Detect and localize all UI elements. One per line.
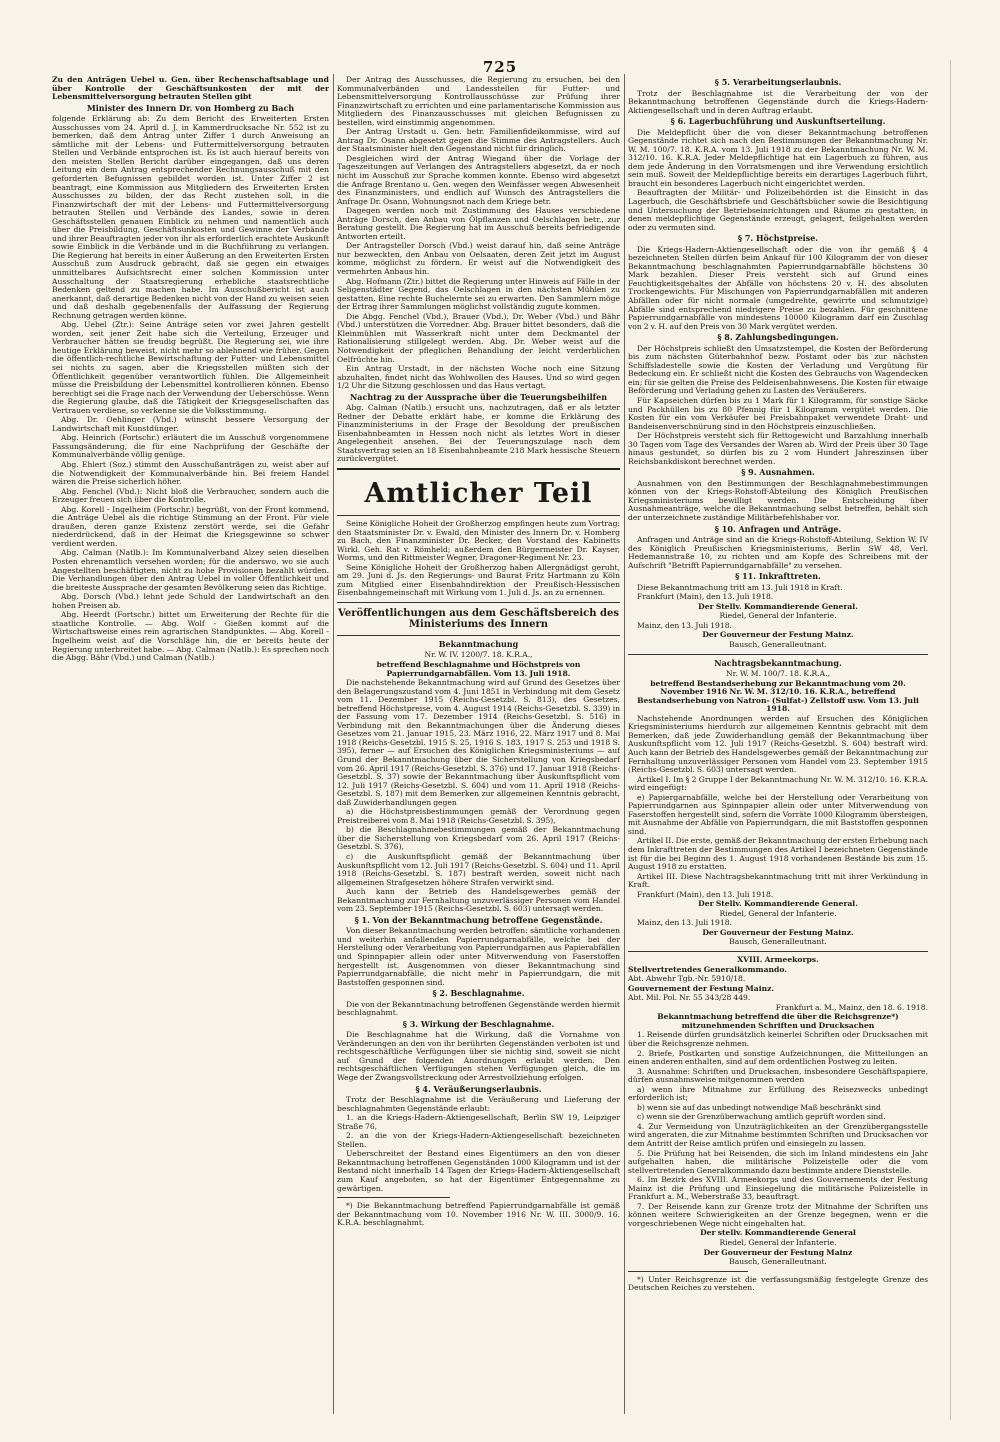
paragraph: Der Höchstpreis versteht sich für Rettogewicht und Barzahlung innerhalb 30 Tagen vom Tage des Versandes der Waren ab. Wird der Preis über 30 Tage hinaus gestundet, so dürfen bis zu 2 vom Hundert Jahreszinsen über Reichsbankdiskont berechnet werden. [628, 431, 928, 466]
list-item: 1. an die Kriegs-Hadern-Aktiengesellschaft, Berlin SW 19, Leipziger Straße 76, [337, 1113, 620, 1131]
section-heading: Nachtrag zu der Aussprache über die Teuerungsbeihilfen [349, 391, 608, 402]
paragraph: Für Kapseichen dürfen bis zu 1 Mark für 1 Kilogramm, für sonstige Säcke und Packhüllen bis zu 80 Pfennig für 1 Kilogramm vergütet werden. Die Kosten für ein vom Verkäufer bei Preisbahnpaket verwendete Draht- und Bandeisenverschnürung sind in den Höchstpreis einzuschließen. [628, 395, 928, 431]
paragraph: Von dieser Bekanntmachung werden betroffen: sämtliche vorhandenen und weiterhin anfallenden Papierrundgarnabfälle, welche bei der Herstellung oder Verarbeitung von Papierrundgarnen aus Papierabfällen und Spinnpapier allein oder unter Mitverwendung von Faserstoffen hergestellt ist. Ausgenommen von dieser Bekanntmachung sind Papierrundgarnabfälle, die nicht mehr in Papierrundgarn, die mit Baststoffen gesponnen sind. [337, 926, 620, 987]
ministry-heading: Veröffentlichungen aus dem Geschäftsbereich des Ministeriums des Innern [337, 607, 619, 631]
signature-title: Der Stellv. Kommandierende General. [698, 601, 858, 611]
paragraph: Abg. Dr. Oehlinger (Vbd.) wünscht bessere Versorgung der Landwirtschaft mit Kunstdünger. [52, 415, 329, 433]
column-right [628, 76, 928, 1426]
paragraph: Ein Antrag Urstadt, in der nächsten Woche noch eine Sitzung abzuhalten, findet nicht das Wohlwollen des Hauses. Und so wird gegen 1/2 Uhr die Sitzung geschlossen und das Haus vertagt. [337, 364, 620, 391]
dateline: Mainz, den 13. Juli 1918. [637, 620, 732, 630]
intro-paragraph: Zu den Anträgen Uebel u. Gen. über Rechenschaftsablage und über Kontrolle der Geschäftsunkosten der mit der Lebensmittelversorgung betrauten Stellen gibt [52, 76, 329, 102]
paragraph: Diese Bekanntmachung tritt am 13. Juli 1918 in Kraft. [637, 582, 843, 592]
paragraph: Abg. Ehlert (Soz.) stimmt den Ausschußanträgen zu, weist aber auf die Notwendigkeit der Kommunalverbände hin. Bei freiem Handel wären die Preise sicherlich höher. [52, 460, 329, 487]
paragraph: Die Beschlagnahme hat die Wirkung, daß die Vornahme von Veränderungen an den von ihr berührten Gegenständen verboten ist und rechtsgeschäftliche Verfügungen über sie nichtig sind, soweit sie nicht auf Grund der folgenden Anordnungen erlaubt werden. Den rechtsgeschäftlichen Verfügungen stehen Verfügungen gleich, die im Wege der Zwangsvollstreckung oder Arrestvollziehung erfolgen. [337, 1030, 620, 1082]
paragraph: Die Kriegs-Hadern-Aktiengesellschaft oder die von ihr gemäß § 4 bezeichneten Stellen dürfen beim Ankauf für 100 Kilogramm der von dieser Bekanntmachung beschlagnahmten Papierrundgarnabfälle höchstens 30 Mark bezahlen. Dieser Preis versteht sich auf Grund eines Feuchtigkeitsgehaltes der Abfälle von höchstens 20 v. H. des absoluten Trockengewichts. Für Mischungen von Papierrundgarnabfällen mit anderen Abfällen oder für nicht normale (umgedrehte, gewirrte und schmutzige) Abfälle sind entsprechend niedrigere Preise zu bezahlen. Für geschnittene Papierrundgarnabfälle von mindestens 10000 Kilogramm darf ein Zuschlag von 2 v. H. auf den Preis von 30 Mark vergütet werden. [628, 244, 928, 331]
paragraph-heading: § 6. Lagerbuchführung und Auskunftserteilung. [670, 116, 886, 127]
corps-ref: Abt. Abwehr Tgb.-Nr. 5910/18. [628, 974, 746, 984]
list-item: 4. Zur Vermeidung von Unzuträglichkeiten an der Grenzübergangsstelle wird angeraten, die zur Mitnahme bestimmten Schriften und Drucksachen vor dem Antritt der Reise amtlich prüfen und einsiegeln zu lassen. [628, 1121, 928, 1148]
corps-heading: XVIII. Armeekorps. [737, 955, 819, 965]
paragraph: Abg. Calman (Natlb.): Im Kommunalverband Alzey seien dieselben Posten ehrenamtlich versehen worden; für die anderswo, wo sie auch Angestellten beschäftigten, nicht zu hohe Provisionen bezahlt würden. Die Verhandlungen über den Antrag Uebel in voller Öffentlichkeit und die breiteste Aussprache der gesamten Bevölkerung seien das Richtige. [52, 548, 329, 592]
divider [628, 654, 928, 655]
list-item: 2. an die von der Kriegs-Hadern-Aktiengesellschaft bezeichneten Stellen. [337, 1131, 620, 1149]
paragraph-heading: § 7. Höchstpreise. [737, 233, 819, 244]
gouvernement-heading: Gouvernement der Festung Mainz. [628, 983, 775, 993]
paragraph: Trotz der Beschlagnahme ist die Verarbeitung der von der Bekanntmachung betroffenen Gegenstände durch die Kriegs-Hadern-Aktiengesellschaft und in deren Auftrag erlaubt. [628, 88, 928, 115]
page-number: 725 [482, 58, 518, 76]
divider [337, 635, 620, 636]
list-item: a) die Höchstpreisbestimmungen gemäß der Verordnung gegen Preistreiberei vom 8. Mai 1918 (Reichs-Gesetzbl. S. 395), [337, 807, 620, 825]
paragraph-heading: § 11. Inkrafttreten. [735, 571, 821, 582]
announcement-number: Nr. W. IV. 1200/7. 18. K.R.A., [424, 650, 533, 660]
paragraph-heading: § 5. Verarbeitungserlaubnis. [714, 77, 842, 87]
paragraph: Abg. Uebel (Ztr.): Seine Anträge seien vor zwei Jahren gestellt worden, seit jener Zeit habe sich die Verteilung, Erzeuger und Verbraucher hätten sie freudig begrüßt. Die Regierung sei, wie ihre heutige Erklärung beweist, nicht mehr so ablehnend wie früher. Gegen die öffentlich-rechtliche Bewirtschaftung der Futter- und Lebensmittel sei nichts zu sagen, aber die Kriegsstellen müßten sich der Öffentlichkeit gegenüber verantwortlich fühlen. Die Allgemeinheit müsse die Preisbildung der Lebensmittel kontrollieren können. Ebenso berechtigt sei die Frage nach der Verwendung der Ueberschüsse. Wenn die Regierung glaube, daß die Tätigkeit der Kriegsgesellschaften das Vertrauen verdiene, so verkenne sie die Volksstimmung. [52, 320, 329, 415]
paragraph: Abg. Dorsch (Vbd.) lehnt jede Schuld der Landwirtschaft an den hohen Preisen ab. [52, 592, 329, 610]
footnote: *) Die Bekanntmachung betreffend Papierrundgarnabfälle ist gemäß der Bekanntmachung vom 10. November 1916 Nr. W. III. 3000/9. 16. K.R.A. beschlagnahmt. [337, 1201, 620, 1228]
paragraph: Abg. Heinrich (Fortschr.) erläutert die im Ausschuß vorgenommene Fassungsänderung, die für eine Nachprüfung der Geschäfte der Kommunalverbände völlig genüge. [52, 433, 329, 460]
list-item: b) die Beschlagnahmebestimmungen gemäß der Bekanntmachung über die Sicherstellung von Kriegsbedarf vom 26. April 1917 (Reichs-Gesetzbl. S. 376), [337, 825, 620, 852]
dateline: Frankfurt (Main), den 13. Juli 1918. [637, 889, 774, 899]
list-item: c) die Auskunftspflicht gemäß der Bekanntmachung über Auskunftspflicht vom 12. Juli 1917 (Reichs-Gesetzbl. S. 604) und 11. April 1918 (Reichs-Gesetzbl. S. 187) bestraft werden, soweit nicht nach allgemeinen Strafgesetzen höhere Strafen verwirkt sind. [337, 852, 620, 887]
paragraph: Die Abgg. Fenchel (Vbd.), Brauer (Vbd.), Dr. Weber (Vbd.) und Bähr (Vbd.) unterstützen die Vorredner. Abg. Brauer bittet besonders, daß die Kleinmühlen mit Wasserkraft nicht unter dem Deckmantel der Rationalisierung stillgelegt werden. Abg. Dr. Weber weist auf die Notwendigkeit der pfleglichen Behandlung der leicht verderblichen Oelfrüchte hin. [337, 311, 620, 364]
paragraph: Seine Königliche Hoheit der Großherzog empfingen heute zum Vortrag: den Staatsminister Dr. v. Ewald, den Minister des Innern Dr. v. Homberg zu Bach, den Finanzminister Dr. Becker, den Vorstand des Kabinetts Wirkl. Geh. Rat v. Römheld; außerdem den Bürgermeister Dr. Kayser, Worms, und den Rittmeister Wegner, Dragoner-Regiment Nr. 23. [337, 519, 620, 563]
paragraph: Nachstehende Anordnungen werden auf Ersuchen des Königlichen Kriegsministeriums hierdurch zur allgemeinen Kenntnis gebracht mit dem Bemerken, daß jede Zuwiderhandlung gemäß der Bekanntmachung über Auskunftspflicht vom 12. Juli 1917 (Reichs-Gesetzbl. S. 604) bestraft wird. Auch kann der Betrieb des Handelsgewerbes gemäß der Bekanntmachung zur Fernhaltung unzuverlässiger Personen vom Handel vom 23. September 1915 (Reichs-Gesetzbl. S. 603) untersagt werden. [628, 713, 928, 775]
signature-name: Bausch, Generalleutnant. [729, 640, 827, 650]
list-item: 1. Reisende dürfen grundsätzlich keinerlei Schriften oder Drucksachen mit über die Reichsgrenze nehmen. [628, 1030, 928, 1048]
paragraph: e) Papiergarnabfälle, welche bei der Herstellung oder Verarbeitung von Papierrundgarnen aus Spinnpapier allein oder unter Mitverwendung von Faserstoffen hergestellt sind, sofern die Vorräte 1000 Kilogramm übersteigen, mit Ausnahme der Abfälle von Papierrundgarn, die mit Baststoffen gesponnen sind. [628, 792, 928, 836]
paragraph: Abg. Fenchel (Vbd.): Nicht bloß die Verbraucher, sondern auch die Erzeuger freuen sich über die Kontrolle. [52, 486, 329, 505]
paragraph: Der Antrag des Ausschusses, die Regierung zu ersuchen, bei den Kommunalverbänden und Landesstellen für Futter- und Lebensmittelversorgung Kontrollausschüsse zur Prüfung ihrer Finanzwirtschaft zu errichten und eine parlamentarische Kommission aus Mitgliedern des Finanzausschusses mit gleichen Befugnissen zu bestellen, wird einstimmig angenommen. [337, 76, 620, 127]
paragraph: Desgleichen wird der Antrag Wiegand über die Vorlage der Tageszeitungen auf Verlangen des Antragstellers abgesetzt, da er noch nicht im Ausschuß zur Sprache kommen konnte. Ebenso wird abgesetzt die Anfrage Brentano u. Gen. wegen den Weinfässer wegen Abwesenheit des Finanzministers, und endlich auf Wunsch des Antragstellers die Anfrage Dr. Osann, Wohnungsnot nach dem Kriege betr. [337, 153, 620, 206]
paragraph: Die Meldepflicht über die von dieser Bekanntmachung betroffenen Gegenstände richtet sich nach den Bestimmungen der Bekanntmachung Nr. W. M. 100/7. 18. K.R.A. vom 13. Juli 1918 zu der Bekanntmachung Nr. W. M. 312/10. 16. K.R.A. Jeder Meldepflichtige hat ein Lagerbuch zu führen, aus dem jede Änderung in den Vorratsmengen und ihre Verwendung ersichtlich sein muß. Soweit der Meldepflichtige bereits ein derartiges Lagerbuch führt, braucht ein besonderes Lagerbuch nicht eingerichtet werden. [628, 127, 928, 188]
announcement-subject: betreffend Beschlagnahme und Höchstpreis von Papierrundgarnabfällen. Vom 13. Juli 1918. [376, 659, 581, 678]
paragraph: Ueberschreitet der Bestand eines Eigentümers an den von dieser Bekanntmachung betroffenen Gegenständen 1000 Kilogramm und ist der Bestand nicht innerhalb 14 Tagen der Kriegs-Hadern-Aktiengesellschaft zum Kauf angeboten, so hat der Eigentümer Entgegennahme zu gewärtigen. [337, 1149, 620, 1193]
signature-name: Bausch, Generalleutnant. [729, 1257, 827, 1267]
paragraph-heading: § 2. Beschlagnahme. [432, 988, 525, 999]
list-item: a) wenn ihre Mitnahme zur Erfüllung des Reisezwecks unbedingt erforderlich ist; [628, 1084, 928, 1103]
speaker-heading: Minister des Innern Dr. von Homberg zu Bach [86, 102, 295, 113]
paragraph: Die von der Bekanntmachung betroffenen Gegenstände werden hiermit beschlagnahmt. [337, 999, 620, 1018]
divider [337, 515, 620, 516]
paragraph: Artikel II. Die erste, gemäß der Bekanntmachung der ersten Erhebung nach dem Inkrafttreten der Bestimmungen des Artikel I bezeichneten Gegenstände ist für die bei Beginn des 1. August 1918 vorhandenen Bestände bis zum 15. August 1918 zu erstatten. [628, 836, 928, 872]
announcement-subject: betreffend Bestandserhebung zur Bekanntmachung vom 20. November 1916 Nr. W. M. 312/10. 16. K.R.A., betreffend Bestandserhebung von Natron- (Sulfat-) Zellstoff usw. Vom 13. Juli 1918. [637, 678, 919, 714]
announcement-heading: Bekanntmachung [438, 638, 519, 649]
paragraph: Abg. Heerdt (Fortschr.) bittet um Erweiterung der Rechte für die staatliche Kontrolle. — Abg. Wolf - Gießen kommt auf die Wirtschaftsweise eines rein agrarischen Standpunktes. — Abg. Korell - Ingelheim weist auf die Vorschläge hin, die er bereits heute der Regierung unterbreitet habe. — Abg. Calman (Natlb.): Es sprechen noch die Abgg. Bähr (Vbd.) und Calman (Natlb.) [52, 610, 329, 663]
paragraph: Abg. Korell - Ingelheim (Fortschr.) begrüßt, von der Front kommend, die Anträge Uebel als die richtige Stimmung an der Front. Für viele draußen, deren ganze Existenz zerstört werde, sei die Gefahr niederdrückend, daß in der Heimat die Kriegsgewinne so schwer verdient werden. [52, 504, 329, 548]
list-item: 2. Briefe, Postkarten und sonstige Aufzeichnungen, die Mitteilungen an einen anderen enthalten, sind auf dem ordentlichen Postweg zu leiten. [628, 1048, 928, 1067]
column-divider [624, 74, 625, 1414]
divider [628, 951, 928, 952]
signature-title: Der stellv. Kommandierende General [700, 1228, 856, 1238]
list-item: 7. Der Reisende kann zur Grenze trotz der Mitnahme der Schriften uns können weitere Schwierigkeiten an der Grenze begegnen, wenn er die vorgeschriebenen Wege nicht eingehalten hat. [628, 1201, 928, 1228]
signature-name: Bausch, Generalleutnant. [729, 937, 827, 947]
signature-title: Der Gouverneur der Festung Mainz. [702, 927, 854, 937]
list-item: 3. Ausnahme: Schriften und Drucksachen, insbesondere Geschäftspapiere, dürfen ausnahmsweise mitgenommen werden [628, 1066, 928, 1085]
paragraph: Seine Königliche Hoheit der Großherzog haben Allergnädigst geruht, am 29. Juni d. Js. den Regierungs- und Baurat Fritz Hartmann zu Köln zum Mitglied einer Eisenbahndirektion der Preußisch-Hessischen Eisenbahngemeinschaft mit Wirkung vom 1. Juli d. Js. an zu ernennen. [337, 562, 620, 598]
paragraph: Anfragen und Anträge sind an die Kriegs-Rohstoff-Abteilung, Sektion W. IV des Königlich Preußischen Kriegsministeriums, Berlin SW 48, Verl. Hedemannstraße 10, zu richten und am Kopfe des Schreibens mit der Aufschrift "Betrifft Papierrundgarnabfälle" zu versehen. [628, 535, 928, 570]
page-edge [950, 60, 951, 1420]
signature-name: Riedel, General der Infanterie. [719, 908, 837, 918]
paragraph: Abg. Calman (Natlb.) ersucht uns, nachzutragen, daß er als letzter Redner der Debatte erklärt habe, er komme die Erklärung des Finanzministeriums in der Frage der Besoldung der preußischen Eisenbahnbeamten in Hessen noch nicht als letztes Wort in dieser Angelegenheit ansehen. Bei der Teuerungszulage nach dem Staatsvertrag seien an 18 Eisenbahnbeamte 218 Mark hessische Steuern zurückvergütet. [337, 403, 620, 464]
column-middle [337, 76, 620, 1426]
divider [337, 602, 620, 603]
paragraph: Artikel III. Diese Nachtragsbekanntmachung tritt mit ihrer Verkündung in Kraft. [628, 871, 928, 890]
divider [628, 1271, 748, 1272]
list-item: b) wenn sie auf das unbedingt notwendige Maß beschränkt sind [637, 1102, 881, 1112]
gouvernement-ref: Abt. Mil. Pol. Nr. 55 343/28 449. [628, 993, 751, 1003]
paragraph: Auch kann der Betrieb des Handelsgewerbes gemäß der Bekanntmachung zur Fernhaltung unzuverlässiger Personen vom Handel vom 23. September 1915 (Reichs-Gesetzbl. S. 603) untersagt werden. [337, 887, 620, 914]
paragraph-heading: § 8. Zahlungsbedingungen. [717, 332, 839, 343]
signature-title: Der Stellv. Kommandierende General. [698, 899, 858, 909]
paragraph: Beauftragten der Militär- und Polizeibehörden ist die Einsicht in das Lagerbuch, die Geschäftsbriefe und Geschäftsbücher sowie die Besichtigung und Untersuchung der Betriebseinrichtungen und Räume zu gestatten, in denen meldepflichtige Gegenstände erzeugt, gelagert, feilgehalten werden oder zu vermuten sind. [628, 188, 928, 232]
dateline: Mainz, den 13. Juli 1918. [637, 918, 732, 928]
column-divider [333, 74, 334, 1414]
paragraph-heading: § 4. Veräußerungserlaubnis. [415, 1083, 542, 1094]
signature-name: Riedel, General der Infanterie. [719, 1237, 837, 1247]
dateline: Frankfurt (Main), den 13. Juli 1918. [637, 592, 774, 602]
list-item: 6. Im Bezirk des XVIII. Armeekorps und des Gouvernements der Festung Mainz ist die Prüfung und Einsiegelung die militärische Polizeistelle in Frankfurt a. M., Weberstraße 33, beauftragt. [628, 1175, 928, 1202]
announcement-heading: Nachtragsbekanntmachung. [714, 657, 842, 668]
signature-name: Riedel, General der Infanterie. [719, 611, 837, 621]
signature-title: Der Gouverneur der Festung Mainz [703, 1247, 853, 1257]
paragraph-heading: § 3. Wirkung der Beschlagnahme. [402, 1018, 555, 1029]
column-left [52, 76, 329, 1426]
paragraph-heading: § 10. Anfragen und Anträge. [714, 523, 842, 534]
signature-title: Der Gouverneur der Festung Mainz. [702, 630, 854, 640]
divider [337, 468, 620, 470]
paragraph: Artikel I. Im § 2 Gruppe I der Bekanntmachung Nr. W. M. 312/10. 16. K.R.A. wird eingefügt: [628, 774, 928, 793]
divider [337, 1197, 450, 1198]
list-item: 5. Die Prüfung hat bei Reisenden, die sich im Inland mindestens ein Jahr aufgehalten haben, die militärische Polizeistelle oder die vom stellvertretenden Generalkommando dazu bestimmte andere Dienststelle. [628, 1148, 928, 1175]
paragraph: folgende Erklärung ab: Zu dem Bericht des Erweiterten Ersten Ausschusses vom 24. April d. J. in Kammerdrucksache Nr. 552 ist zu bemerken, daß dem Antrag unter Ziffer 1 durch Anweisung an sämtliche mit der Lebens- und Futtermittelversorgung betrauten Stellen und Verbände entsprochen ist. Es ist auch hierauf bereits von den meisten Stellen Bericht darüber eingegangen, daß uns deren Leitung ein dem Antrag entsprechender Rechnungsausschuß mit den geforderten Befugnissen gebildet worden ist. Unter Ziffer 2 ist beantragt, eine Kommission aus Mitgliedern des Erweiterten Ersten Ausschusses zu bilden, der das Recht zustehen soll, in die Finanzwirtschaft der mit der Lebens- und Futtermittelversorgung betrauten Stellen und Verbände des Landes, sowie in deren Geschäftsstellen genauen Einblick zu nehmen und namentlich auch über die Preisbildung, Geschäftsunkosten und Gewinne der Verbände und ihrer Beauftragten jeder von ihr als erforderlich erachtete Auskunft sowie Einblick in die Verbände und in die Buchführung zu verlangen. Die Regierung hat bereits in einer Äußerung an den Erweiterten Ersten Ausschuß zum Ausdruck gebracht, daß sie gegen ein etwaiges unmittelbares Aufsichtsrecht einer solchen Kommission unter Ausschaltung der Staatsregierung erhebliche staatsrechtliche Bedenken geltend zu machen habe. Im Ausschußbericht ist auch anerkannt, daß derartige Bedenken nicht von der Hand zu weisen seien und daß deshalb gegebenenfalls der Auffassung der Regierung Rechnung getragen werden könne. [52, 114, 329, 320]
official-section-title: Amtlicher Teil [364, 478, 593, 510]
paragraph-heading: § 1. Von der Bekanntmachung betroffene Gegenstände. [354, 914, 603, 925]
paragraph: Der Antrag Urstadt u. Gen. betr. Familienfideikommisse, wird auf Antrag Dr. Osann abgesetzt gegen die Stimme des Antragstellers. Auch der Staatsminister hielt den Gegenstand nicht für dringlich. [337, 127, 620, 154]
dateline: Frankfurt a. M., Mainz, den 18. 6. 1918. [775, 1002, 928, 1012]
paragraph: Der Antragsteller Dorsch (Vbd.) weist darauf hin, daß seine Anträge nur bezweckten, den Anbau von Oelsaaten, deren Zeit jetzt im August komme, möglichst zu fördern. Er weist auf die Notwendigkeit des vermehrten Anbaus hin. [337, 241, 620, 277]
footnote: *) Unter Reichsgrenze ist die verfassungsmäßig festgelegte Grenze des Deutschen Reiches zu verstehen. [628, 1274, 928, 1293]
paragraph: Dagegen werden noch mit Zustimmung des Hauses verschiedene Anträge Dorsch, den Anbau von Ölpflanzen und Oelschlagen betr., zur Beratung gestellt. Die Regierung hat im Ausschuß bereits befriedigende Antworten erteilt. [337, 206, 620, 241]
paragraph: Abg. Hofmann (Ztr.) bittet die Regierung unter Hinweis auf Fälle in der Seligenstädter Gegend, das Oelschlagen in den nächsten Mühlen zu gestatten. Eine rechte Buchelernte sei zu erwarten. Den Sammlern möge der Ertrag ihrer Sammlungen möglichst vollständig zugute kommen. [337, 276, 620, 312]
announcement-heading: Bekanntmachung betreffend die über die Reichsgrenze*) mitzunehmenden Schriften und Drucksachen [657, 1012, 899, 1030]
paragraph: Ausnahmen von den Bestimmungen der Beschlagnahmebestimmungen können von der Kriegs-Rohstoff-Abteilung des Königlich Preußischen Kriegsministeriums bewilligt werden. Die Entscheidung über Ausnahmeanträge, welche die Bekanntmachung selbst betreffen, behält sich der unterzeichnete zuständige Militärbefehlshaber vor. [628, 478, 928, 523]
paragraph: Die nachstehende Bekanntmachung wird auf Grund des Gesetzes über den Belagerungszustand vom 4. Juni 1851 in Verbindung mit dem Gesetz vom 11. Dezember 1915 (Reichs-Gesetzbl. S. 813), des Gesetzes, betreffend Höchstpreise, vom 4. August 1914 (Reichs-Gesetzbl. S. 339) in der Fassung vom 17. Dezember 1914 (Reichs-Gesetzbl. S. 516) in Verbindung mit den Bekanntmachungen über die Änderung dieses Gesetzes vom 21. Januar 1915, 23. März 1916, 22. März 1917 und 8. Mai 1918 (Reichs-Gesetzbl. 1915 S. 25, 1916 S. 183, 1917 S. 253 und 1918 S. 395), ferner — auf Ersuchen des Königlichen Kriegsministeriums — auf Grund der Bekanntmachung über die Sicherstellung von Kriegsbedarf vom 26. April 1917 (Reichs-Gesetzbl. S. 376) und 17. Januar 1918 (Reichs-Gesetzbl. S. 37) sowie der Bekanntmachung über Auskunftspflicht vom 12. Juli 1917 (Reichs-Gesetzbl. S. 604) und vom 11. April 1918 (Reichs-Gesetzbl. S. 187) mit dem Bemerken zur allgemeinen Kenntnis gebracht, daß Zuwiderhandlungen gegen [337, 678, 620, 807]
paragraph-heading: § 9. Ausnahmen. [741, 467, 815, 478]
announcement-number: Nr. W. M. 100/7. 18. K.R.A., [726, 669, 830, 679]
list-item: c) wenn sie der Grenzüberwachung amtlich geprüft worden sind. [637, 1112, 886, 1122]
paragraph: Trotz der Beschlagnahme ist die Veräußerung und Lieferung der beschlagnahmten Gegenstände erlaubt: [337, 1095, 620, 1113]
paragraph: Der Höchstpreis schließt den Umsatzstempel, die Kosten der Beförderung bis zum nächsten Güterbahnhof bezw. Postamt oder bis zur nächsten Schiffsladestelle sowie die Kosten der Verladung und Vergütung für Bedeckung ein. Er schließt nicht die Kosten des Gebrauchs von Wagendecken ein; für sie gelten die Preise des Feldeisenbahnwesens. Die Kosten für etwaige Beförderung und Verladung gehen zu Lasten des Veräußerers. [628, 343, 928, 396]
corps-sub: Stellvertretendes Generalkommando. [628, 964, 787, 974]
